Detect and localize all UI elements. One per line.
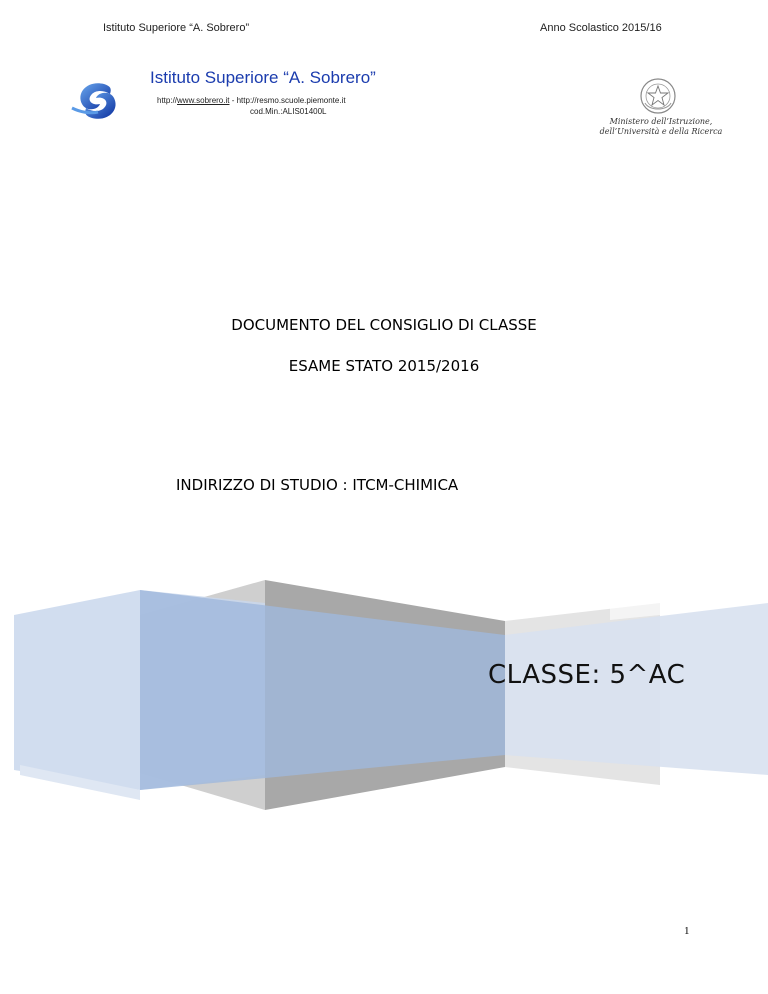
ministry-line2: dell’Università e della Ricerca	[599, 127, 723, 136]
secondary-website-link[interactable]: http://resmo.scuole.piemonte.it	[236, 96, 346, 105]
school-name: Istituto Superiore “A. Sobrero”	[150, 68, 376, 87]
school-code: cod.Min.:ALIS01400L	[250, 107, 327, 116]
study-track: INDIRIZZO DI STUDIO : ITCM-CHIMICA	[176, 476, 459, 494]
republic-emblem-icon	[639, 77, 677, 115]
page-number: 1	[684, 925, 690, 937]
document-title: DOCUMENTO DEL CONSIGLIO DI CLASSE	[231, 316, 537, 334]
exam-title: ESAME STATO 2015/2016	[288, 357, 480, 375]
school-logo-icon	[70, 78, 126, 124]
decorative-banner	[0, 575, 768, 810]
ministry-label	[591, 117, 731, 137]
class-label: CLASSE: 5^AC	[488, 660, 686, 690]
header-school-name: Istituto Superiore “A. Sobrero”	[103, 22, 250, 34]
url-prefix: http://	[157, 96, 178, 105]
url-separator: -	[229, 96, 237, 105]
ministry-line1: Ministero dell’Istruzione,	[609, 117, 713, 126]
header-school-year: Anno Scolastico 2015/16	[540, 22, 662, 34]
school-website-link[interactable]: www.sobrero.it	[177, 96, 230, 105]
school-urls	[157, 96, 346, 105]
